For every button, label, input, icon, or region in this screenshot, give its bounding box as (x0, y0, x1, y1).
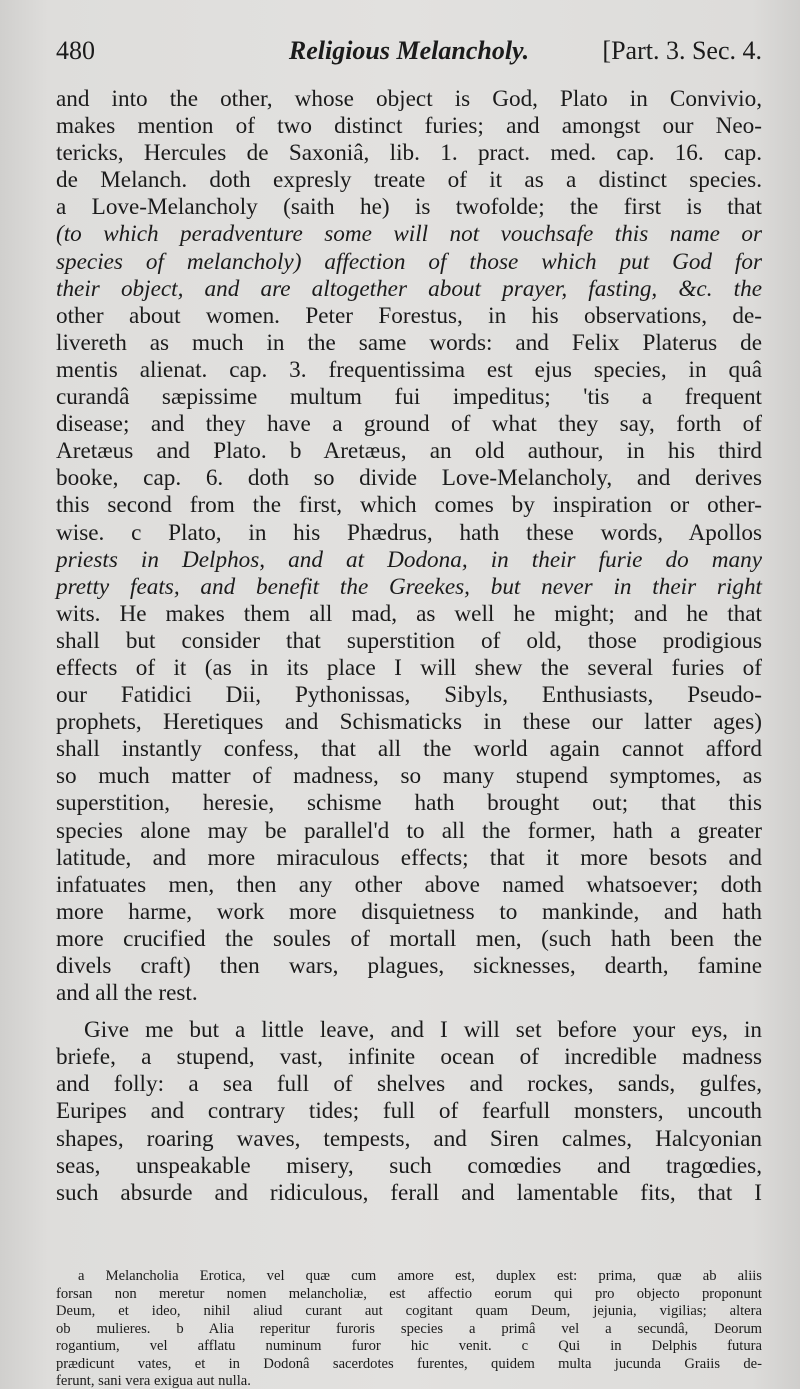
text-line: infatuates men, then any other above named whatsoever; doth (56, 871, 762, 898)
text-line: more crucified the soules of mortall men, (such hath been the (56, 925, 762, 952)
text-line: booke, cap. 6. doth so divide Love-Melancholy, and derives (56, 465, 762, 492)
text-line: and all the rest. (56, 980, 198, 1007)
text-line: such absurde and ridiculous, ferall and lamentable fits, that I (56, 1179, 762, 1206)
footnote-line: prædicunt vates, et in Dodonâ sacerdotes furentes, quidem multa jucunda Graiis de- (56, 1355, 762, 1372)
text-line: effects of it (as in its place I will shew the several furies of (56, 654, 762, 681)
footnote-line: ob mulieres. b Alia reperitur furoris species a primâ vel a secundâ, Deorum (56, 1320, 762, 1337)
text-line: briefe, a stupend, vast, infinite ocean of incredible madness (56, 1044, 762, 1071)
text-line: seas, unspeakable misery, such comœdies and tragœdies, (56, 1152, 762, 1179)
text-line: de Melanch. doth expresly treate of it as a distinct species. (56, 167, 762, 194)
text-line: superstition, heresie, schisme hath brought out; that this (56, 790, 762, 817)
text-line: pretty feats, and benefit the Greekes, but never in their right (56, 573, 762, 600)
text-line: shapes, roaring waves, tempests, and Siren calmes, Halcyonian (56, 1125, 762, 1152)
text-line: and folly: a sea full of shelves and rockes, sands, gulfes, (56, 1071, 762, 1098)
text-line: mentis alienat. cap. 3. frequentissima est ejus species, in quâ (56, 356, 762, 383)
text-line: other about women. Peter Forestus, in his observations, de- (56, 302, 762, 329)
text-line: priests in Delphos, and at Dodona, in their furie do many (56, 546, 762, 573)
text-line: disease; and they have a ground of what they say, forth of (56, 411, 762, 438)
text-line: our Fatidici Dii, Pythonissas, Sibyls, Enthusiasts, Pseudo- (56, 682, 762, 709)
text-line: shall but consider that superstition of old, those prodigious (56, 627, 762, 654)
text-line: prophets, Heretiques and Schismaticks in these our latter ages) (56, 709, 762, 736)
page-number: 480 (56, 36, 95, 65)
footnote-line: forsan non meretur nomen melancholiæ, est affectio eorum qui pro objecto proponunt (56, 1285, 762, 1302)
text-line: a Love-Melancholy (saith he) is twofolde; the first is that (56, 194, 762, 221)
text-line: wits. He makes them all mad, as well he might; and he that (56, 600, 762, 627)
footnote-line: rogantium, vel afflatu numinum furor hic venit. c Qui in Delphis futura (56, 1338, 762, 1354)
text-line: makes mention of two distinct furies; and amongst our Neo- (56, 113, 762, 140)
text-line: livereth as much in the same words: and Felix Platerus de (56, 329, 762, 356)
text-line: latitude, and more miraculous effects; that it more besots and (56, 844, 762, 871)
text-line: more harme, work more disquietness to mankinde, and hath (56, 898, 762, 925)
text-line: Euripes and contrary tides; full of fearfull monsters, uncouth (56, 1098, 762, 1125)
text-line: Give me but a little leave, and I will set before your eys, in (84, 1017, 762, 1044)
footnotes (56, 1268, 762, 1389)
text-line: species of melancholy) affection of those which put God for (56, 248, 762, 275)
footnote-line: ferunt, sani vera exigua aut nulla. (56, 1373, 251, 1389)
text-line: this second from the first, which comes by inspiration or other- (56, 492, 762, 519)
running-title: Religious Melancholy. (288, 36, 530, 65)
text-line: so much matter of madness, so many stupend symptomes, as (56, 763, 762, 790)
text-line: species alone may be parallel'd to all the former, hath a greater (56, 817, 762, 844)
text-line: tericks, Hercules de Saxoniâ, lib. 1. pract. med. cap. 16. cap. (56, 140, 762, 167)
text-line: divels craft) then wars, plagues, sicknesses, dearth, famine (56, 953, 762, 979)
text-line: their object, and are altogether about prayer, fasting, &c. the (56, 275, 762, 302)
text-line: curandâ sæpissime multum fui impeditus; 'tis a frequent (56, 384, 762, 411)
running-header (56, 30, 762, 70)
main-text (56, 86, 762, 1207)
text-line: Aretæus and Plato. b Aretæus, an old authour, in his third (56, 438, 762, 465)
section-reference: [Part. 3. Sec. 4. (602, 36, 762, 65)
text-line: shall instantly confess, that all the world again cannot afford (56, 736, 762, 763)
text-line: (to which peradventure some will not vouchsafe this name or (56, 221, 762, 248)
text-line: wise. c Plato, in his Phædrus, hath these words, Apollos (56, 519, 762, 546)
text-line: and into the other, whose object is God, Plato in Convivio, (56, 86, 762, 112)
paragraph-gap (56, 1007, 762, 1017)
footnote-line: a Melancholia Erotica, vel quæ cum amore est, duplex est: prima, quæ ab aliis (78, 1268, 762, 1284)
footnote-line: Deum, et ideo, nihil aliud curant aut cogitant quam Deum, jejunia, vigilias; altera (56, 1303, 762, 1319)
